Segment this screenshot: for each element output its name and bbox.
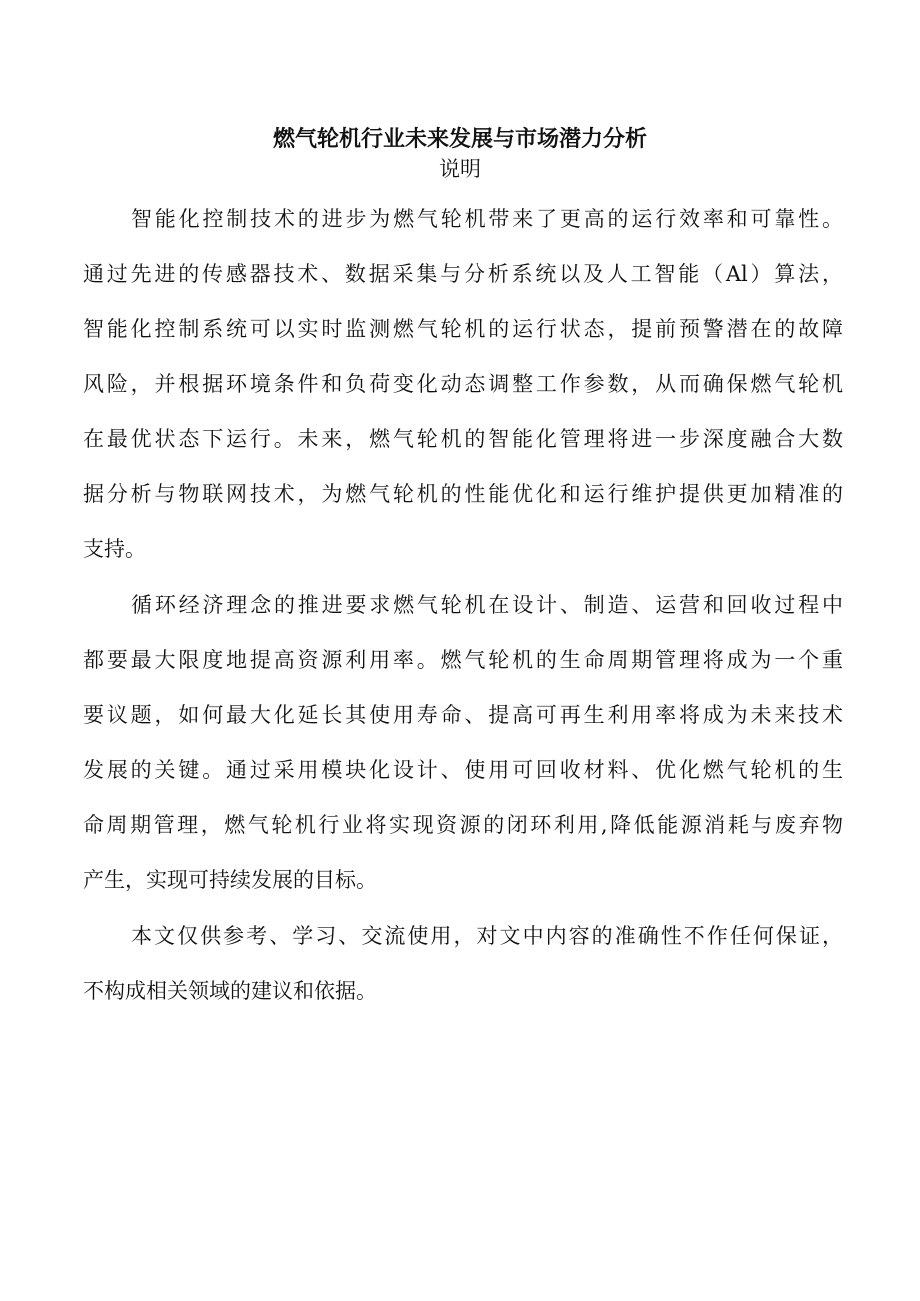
paragraph-line: 风险，并根据环境条件和负荷变化动态调整工作参数，从而确保燃气轮机 (83, 372, 843, 396)
paragraph-line: 不构成相关领域的建议和依据。 (83, 979, 377, 1003)
document-subtitle: 说明 (439, 157, 481, 181)
paragraph-line: 本文仅供参考、学习、交流使用，对文中内容的准确性不作任何保证， (131, 924, 843, 948)
paragraph-line: 通过先进的传感器技术、数据采集与分析系统以及人工智能（Al）算法， (83, 262, 843, 286)
paragraph-line: 命周期管理，燃气轮机行业将实现资源的闭环利用,降低能源消耗与废弃物 (83, 813, 843, 837)
paragraph-line: 在最优状态下运行。未来，燃气轮机的智能化管理将进一步深度融合大数 (83, 427, 843, 451)
paragraph-line: 都要最大限度地提高资源利用率。燃气轮机的生命周期管理将成为一个重 (83, 648, 843, 672)
paragraph-line: 要议题，如何最大化延长其使用寿命、提高可再生利用率将成为未来技术 (83, 703, 843, 727)
paragraph-line: 据分析与物联网技术，为燃气轮机的性能优化和运行维护提供更加精准的 (83, 482, 843, 506)
paragraph-disclaimer (83, 909, 843, 1019)
paragraph-intelligent-control (83, 192, 843, 577)
paragraph-line: 产生，实现可持续发展的目标。 (83, 868, 377, 892)
paragraph-line: 支持。 (83, 537, 146, 561)
paragraph-circular-economy (83, 578, 843, 908)
paragraph-line: 智能化控制系统可以实时监测燃气轮机的运行状态，提前预警潜在的故障 (83, 317, 843, 341)
paragraph-line: 循环经济理念的推进要求燃气轮机在设计、制造、运营和回收过程中 (131, 593, 843, 617)
paragraph-line: 智能化控制技术的进步为燃气轮机带来了更高的运行效率和可靠性。 (131, 207, 843, 231)
document-title: 燃气轮机行业未来发展与市场潜力分析 (272, 126, 647, 152)
paragraph-line: 发展的关键。通过采用模块化设计、使用可回收材料、优化燃气轮机的生 (83, 758, 843, 782)
